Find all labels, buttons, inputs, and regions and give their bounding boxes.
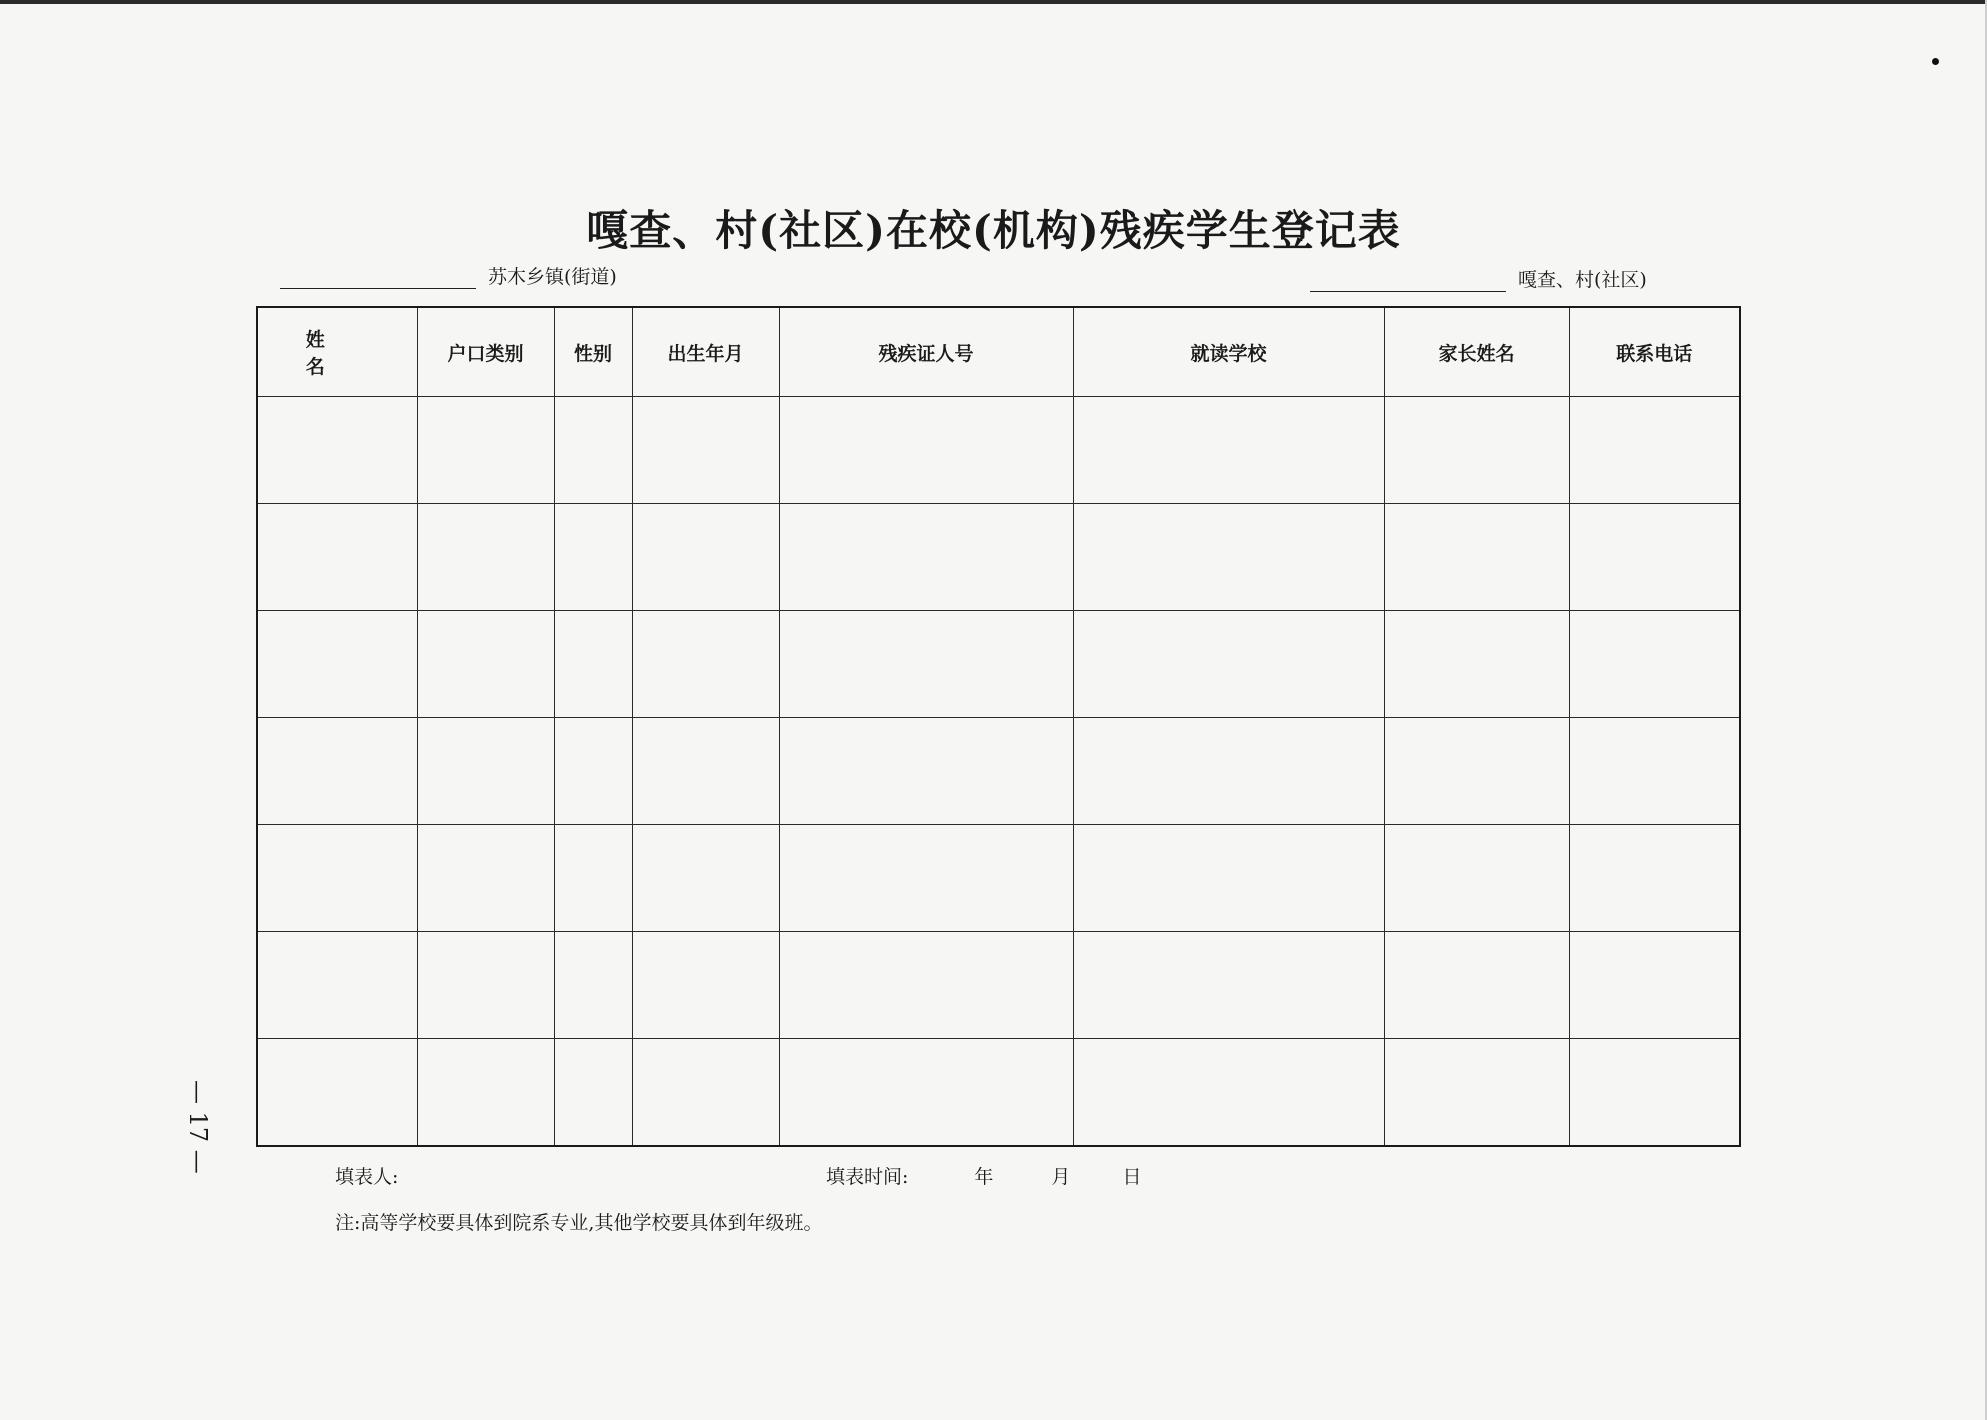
table-cell[interactable] xyxy=(417,611,554,718)
table-cell[interactable] xyxy=(554,1039,632,1147)
table-header-row xyxy=(257,307,1740,397)
year-label: 年 xyxy=(974,1166,994,1188)
table-cell[interactable] xyxy=(632,504,779,611)
table-cell[interactable] xyxy=(1073,397,1384,504)
table-cell[interactable] xyxy=(1569,611,1740,718)
village-label: 嘎查、村(社区) xyxy=(1518,269,1647,291)
table-cell[interactable] xyxy=(554,825,632,932)
table-cell[interactable] xyxy=(1569,1039,1740,1147)
table-cell[interactable] xyxy=(1073,932,1384,1039)
table-row xyxy=(257,504,1740,611)
table-row xyxy=(257,718,1740,825)
table-cell[interactable] xyxy=(632,611,779,718)
filler-label: 填表人: xyxy=(335,1166,399,1188)
table-cell[interactable] xyxy=(779,932,1073,1039)
corner-dot xyxy=(1932,58,1939,65)
table-cell[interactable] xyxy=(1569,504,1740,611)
fill-time xyxy=(826,1162,1141,1189)
table-cell[interactable] xyxy=(1073,825,1384,932)
table-cell[interactable] xyxy=(417,1039,554,1147)
table-cell[interactable] xyxy=(257,932,417,1039)
register-table xyxy=(256,306,1741,1147)
header-gender: 性别 xyxy=(554,307,632,397)
header-parent-name: 家长姓名 xyxy=(1384,307,1569,397)
table-cell[interactable] xyxy=(1073,718,1384,825)
table-cell[interactable] xyxy=(554,718,632,825)
table-cell[interactable] xyxy=(257,397,417,504)
header-name: 姓 名 xyxy=(257,307,417,397)
table-cell[interactable] xyxy=(417,932,554,1039)
table-cell[interactable] xyxy=(1384,1039,1569,1147)
table-cell[interactable] xyxy=(417,718,554,825)
table-cell[interactable] xyxy=(1569,932,1740,1039)
table-cell[interactable] xyxy=(779,504,1073,611)
table-cell[interactable] xyxy=(554,932,632,1039)
township-label: 苏木乡镇(街道) xyxy=(488,266,617,288)
table-cell[interactable] xyxy=(257,718,417,825)
header-birth-date: 出生年月 xyxy=(632,307,779,397)
table-cell[interactable] xyxy=(1384,397,1569,504)
table-cell[interactable] xyxy=(1569,718,1740,825)
table-row xyxy=(257,611,1740,718)
table-cell[interactable] xyxy=(632,825,779,932)
table-cell[interactable] xyxy=(257,611,417,718)
table-cell[interactable] xyxy=(1073,504,1384,611)
table-cell[interactable] xyxy=(257,825,417,932)
township-blank[interactable] xyxy=(280,266,476,289)
header-school: 就读学校 xyxy=(1073,307,1384,397)
table-cell[interactable] xyxy=(779,397,1073,504)
table-cell[interactable] xyxy=(1073,611,1384,718)
table-cell[interactable] xyxy=(1384,825,1569,932)
table-cell[interactable] xyxy=(417,397,554,504)
table-cell[interactable] xyxy=(417,825,554,932)
table-cell[interactable] xyxy=(1384,611,1569,718)
footnote: 注:高等学校要具体到院系专业,其他学校要具体到年级班。 xyxy=(335,1212,823,1234)
header-disability-id: 残疾证人号 xyxy=(779,307,1073,397)
table-cell[interactable] xyxy=(1384,718,1569,825)
table-cell[interactable] xyxy=(632,1039,779,1147)
day-label: 日 xyxy=(1122,1166,1142,1188)
township-field xyxy=(280,262,617,289)
table-cell[interactable] xyxy=(779,718,1073,825)
table-cell[interactable] xyxy=(554,504,632,611)
table-cell[interactable] xyxy=(1569,825,1740,932)
header-household-type: 户口类别 xyxy=(417,307,554,397)
table-cell[interactable] xyxy=(632,932,779,1039)
table-cell[interactable] xyxy=(417,504,554,611)
fill-time-label: 填表时间: xyxy=(826,1166,909,1188)
village-blank[interactable] xyxy=(1310,269,1506,292)
header-phone: 联系电话 xyxy=(1569,307,1740,397)
table-cell[interactable] xyxy=(1073,1039,1384,1147)
table-cell[interactable] xyxy=(1569,397,1740,504)
page-number: — 17 — xyxy=(184,1080,212,1174)
table-cell[interactable] xyxy=(1384,504,1569,611)
table-cell[interactable] xyxy=(554,611,632,718)
table-cell[interactable] xyxy=(779,825,1073,932)
table-cell[interactable] xyxy=(1384,932,1569,1039)
page-top-edge xyxy=(0,0,1987,4)
table-row xyxy=(257,825,1740,932)
month-label: 月 xyxy=(1051,1166,1071,1188)
table-cell[interactable] xyxy=(554,397,632,504)
table-row xyxy=(257,397,1740,504)
table-cell[interactable] xyxy=(632,718,779,825)
table-cell[interactable] xyxy=(779,1039,1073,1147)
form-title: 嘎查、村(社区)在校(机构)残疾学生登记表 xyxy=(586,206,1401,255)
table-cell[interactable] xyxy=(632,397,779,504)
table-cell[interactable] xyxy=(257,1039,417,1147)
village-field xyxy=(1310,265,1647,292)
table-row xyxy=(257,932,1740,1039)
table-body xyxy=(257,397,1740,1147)
table-cell[interactable] xyxy=(779,611,1073,718)
table-row xyxy=(257,1039,1740,1147)
table-cell[interactable] xyxy=(257,504,417,611)
